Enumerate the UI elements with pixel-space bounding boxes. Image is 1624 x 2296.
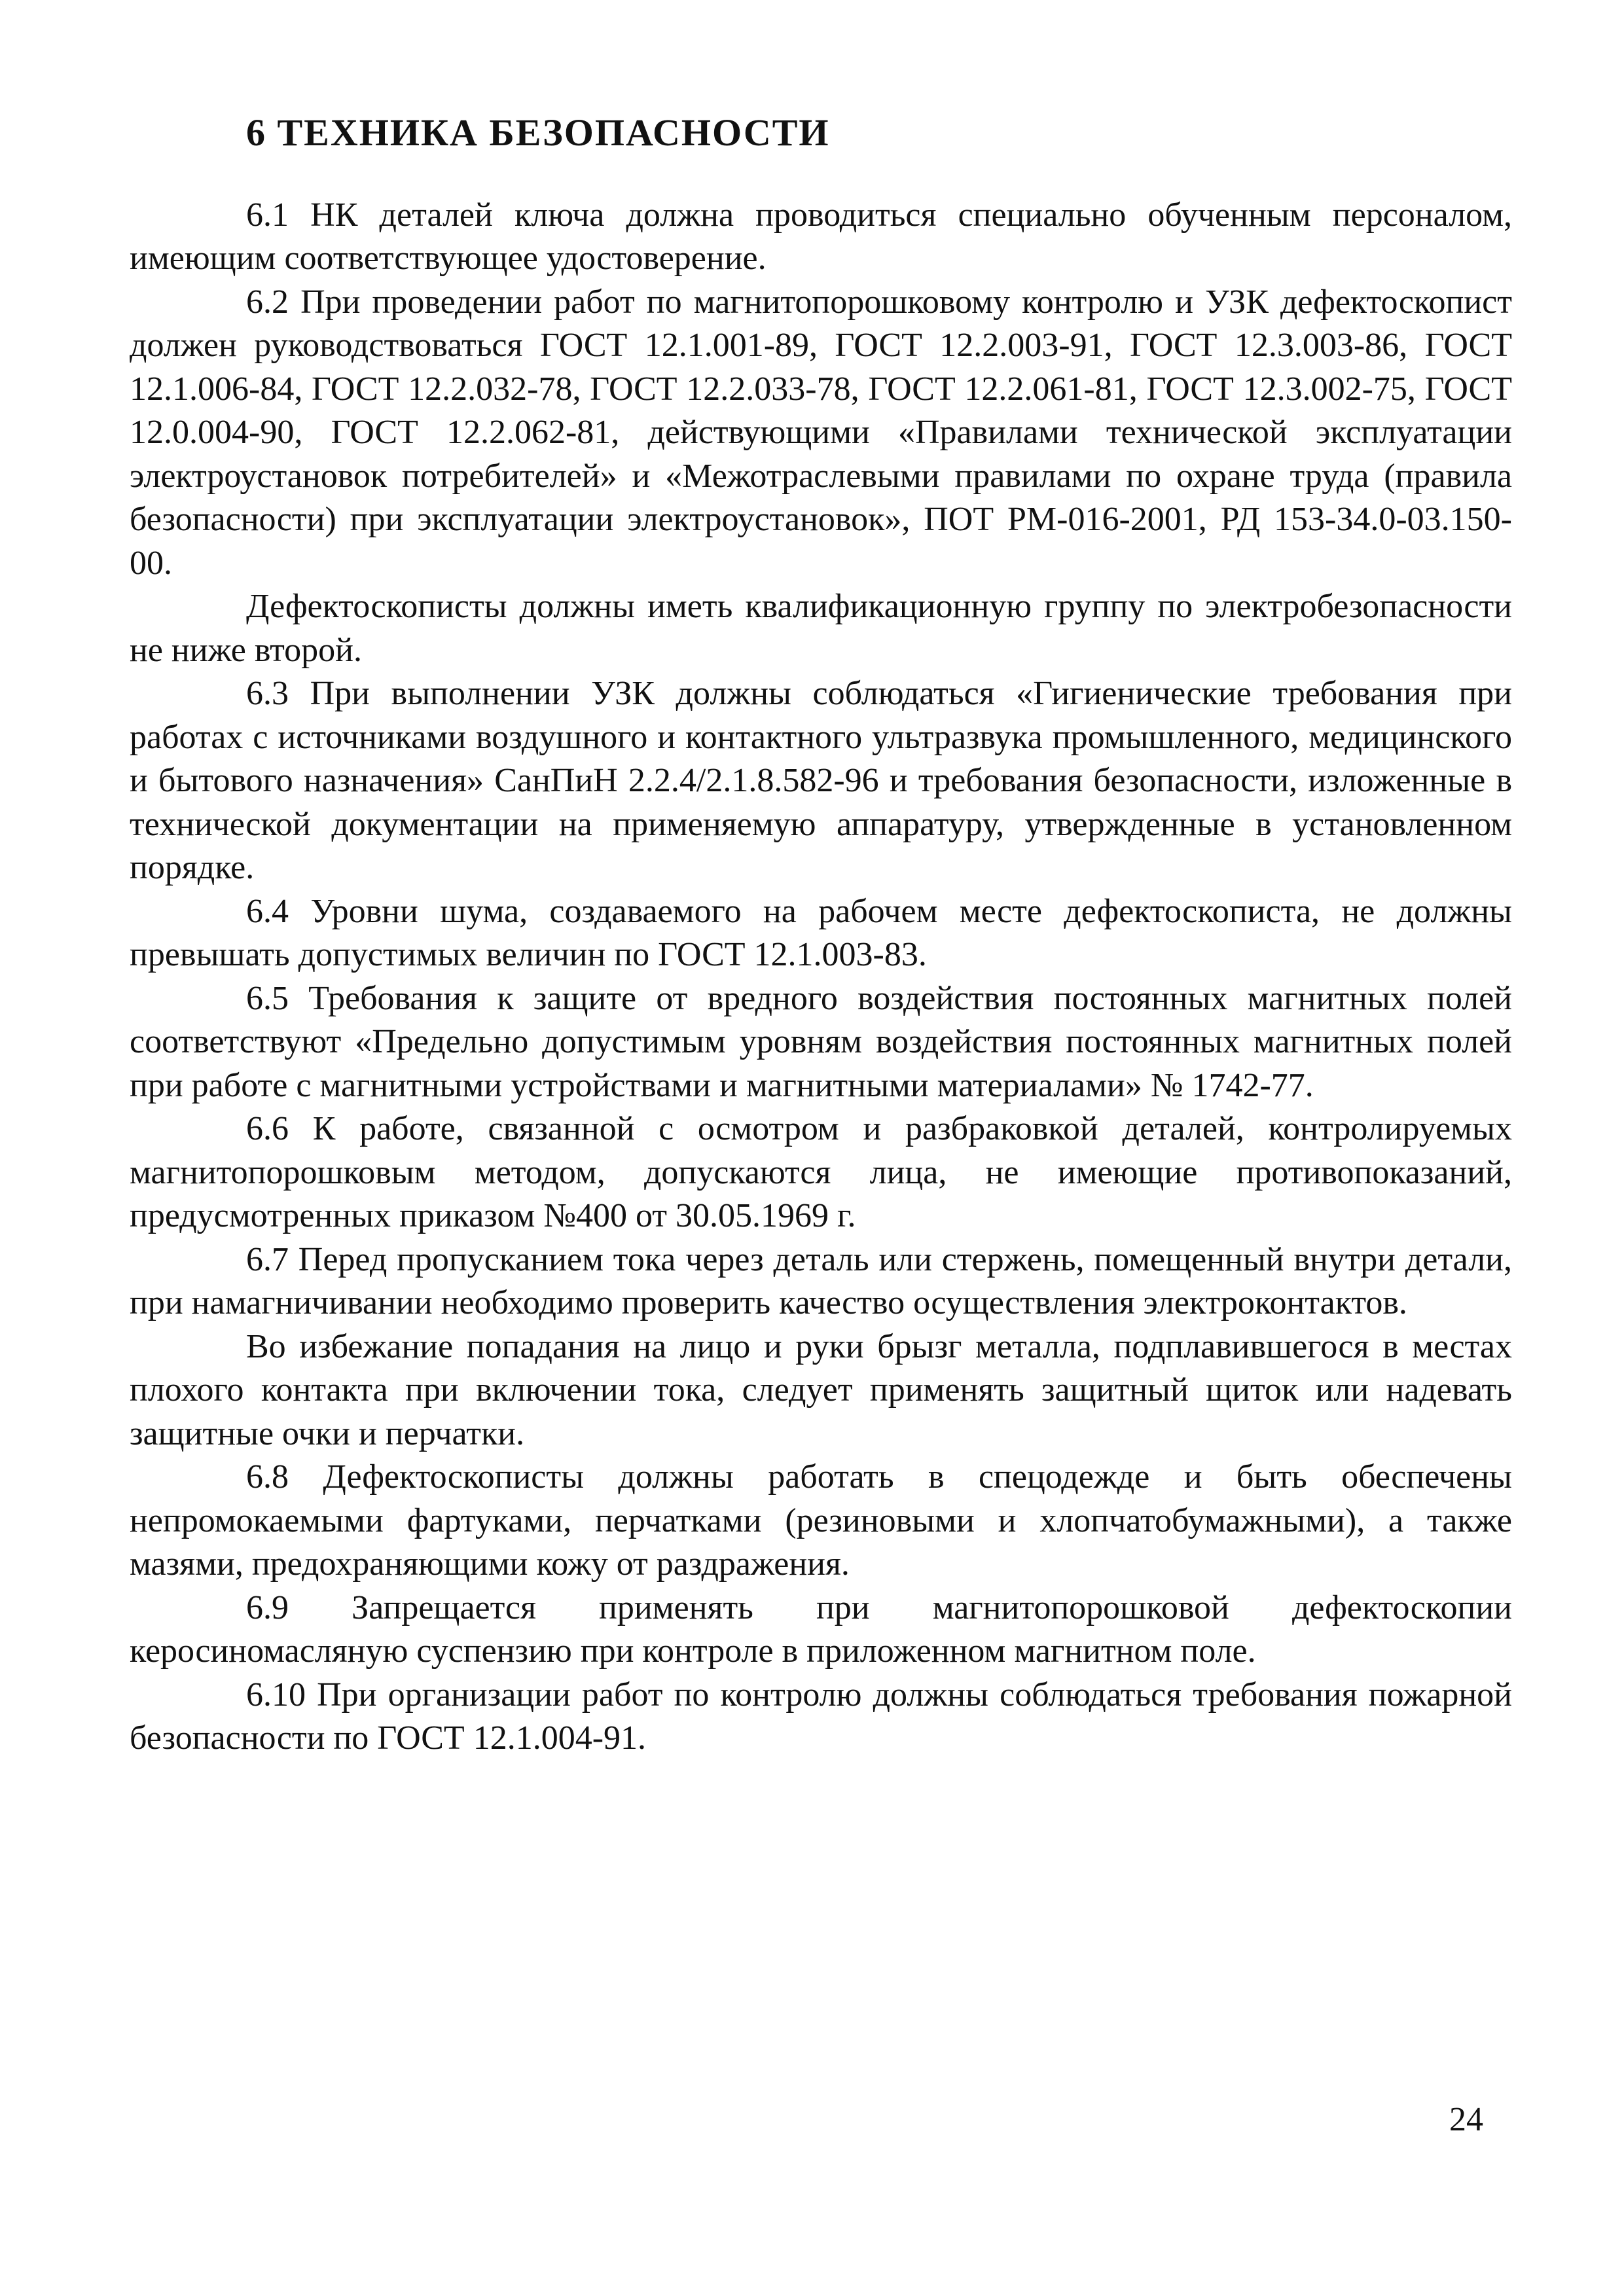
- paragraph-6-5: 6.5 Требования к защите от вредного воздействия постоянных магнитных полей соответствуют «Предельно допустимым уровням воздействия постоянных магнитных полей при работе с магнитными устройствами и магнитными материалами» № 1742-77.: [130, 979, 1512, 1104]
- paragraph-6-1: 6.1 НК деталей ключа должна проводиться специально обученным персоналом, имеющим соответствующее удостоверение.: [130, 196, 1512, 278]
- paragraph-6-4: 6.4 Уровни шума, создаваемого на рабочем месте дефектоскописта, не должны превышать допустимых величин по ГОСТ 12.1.003-83.: [130, 892, 1512, 974]
- paragraph-6-2: 6.2 При проведении работ по магнитопорошковому контролю и УЗК дефектоскопист должен руководствоваться ГОСТ 12.1.001-89, ГОСТ 12.2.003-91, ГОСТ 12.3.003-86, ГОСТ 12.1.006-84, ГОСТ 12.2.032-78, ГОСТ 12.2.033-78, ГОСТ 12.2.061-81, ГОСТ 12.3.002-75, ГОСТ 12.0.004-90, ГОСТ 12.2.062-81, действующими «Правилами технической эксплуатации электроустановок потребителей» и «Межотраслевыми правилами по охране труда (правила безопасности) при эксплуатации электроустановок», ПОТ РМ-016-2001, РД 153-34.0-03.150-00.: [130, 283, 1512, 582]
- paragraph-6-7: 6.7 Перед пропусканием тока через деталь или стержень, помещенный внутри детали, при намагничивании необходимо проверить качество осуществления электроконтактов.: [130, 1240, 1512, 1322]
- paragraph-6-10: 6.10 При организации работ по контролю должны соблюдаться требования пожарной безопасности по ГОСТ 12.1.004-91.: [130, 1676, 1512, 1757]
- document-page: [130, 110, 1512, 1761]
- paragraph-6-2-qualification: Дефектоскописты должны иметь квалификационную группу по электробезопасности не ниже второй.: [130, 588, 1512, 669]
- paragraph-6-6: 6.6 К работе, связанной с осмотром и разбраковкой деталей, контролируемых магнитопорошковым методом, допускаются лица, не имеющие противопоказаний, предусмотренных приказом №400 от 30.05.1969 г.: [130, 1110, 1512, 1235]
- paragraph-6-3: 6.3 При выполнении УЗК должны соблюдаться «Гигиенические требования при работах с источниками воздушного и контактного ультразвука промышленного, медицинского и бытового назначения» СанПиН 2.2.4/2.1.8.582-96 и требования безопасности, изложенные в технической документации на применяемую аппаратуру, утвержденные в установленном порядке.: [130, 675, 1512, 887]
- paragraph-6-7-protection: Во избежание попадания на лицо и руки брызг металла, подплавившегося в местах плохого контакта при включении тока, следует применять защитный щиток или надевать защитные очки и перчатки.: [130, 1327, 1512, 1452]
- paragraph-6-8: 6.8 Дефектоскописты должны работать в спецодежде и быть обеспечены непромокаемыми фартуками, перчатками (резиновыми и хлопчатобумажными), а также мазями, предохраняющими кожу от раздражения.: [130, 1458, 1512, 1583]
- page-number: 24: [1449, 2101, 1483, 2138]
- section-heading: 6 ТЕХНИКА БЕЗОПАСНОСТИ: [246, 111, 830, 154]
- paragraph-6-9: 6.9 Запрещается применять при магнитопорошковой дефектоскопии керосиномасляную суспензию при контроле в приложенном магнитном поле.: [130, 1588, 1512, 1670]
